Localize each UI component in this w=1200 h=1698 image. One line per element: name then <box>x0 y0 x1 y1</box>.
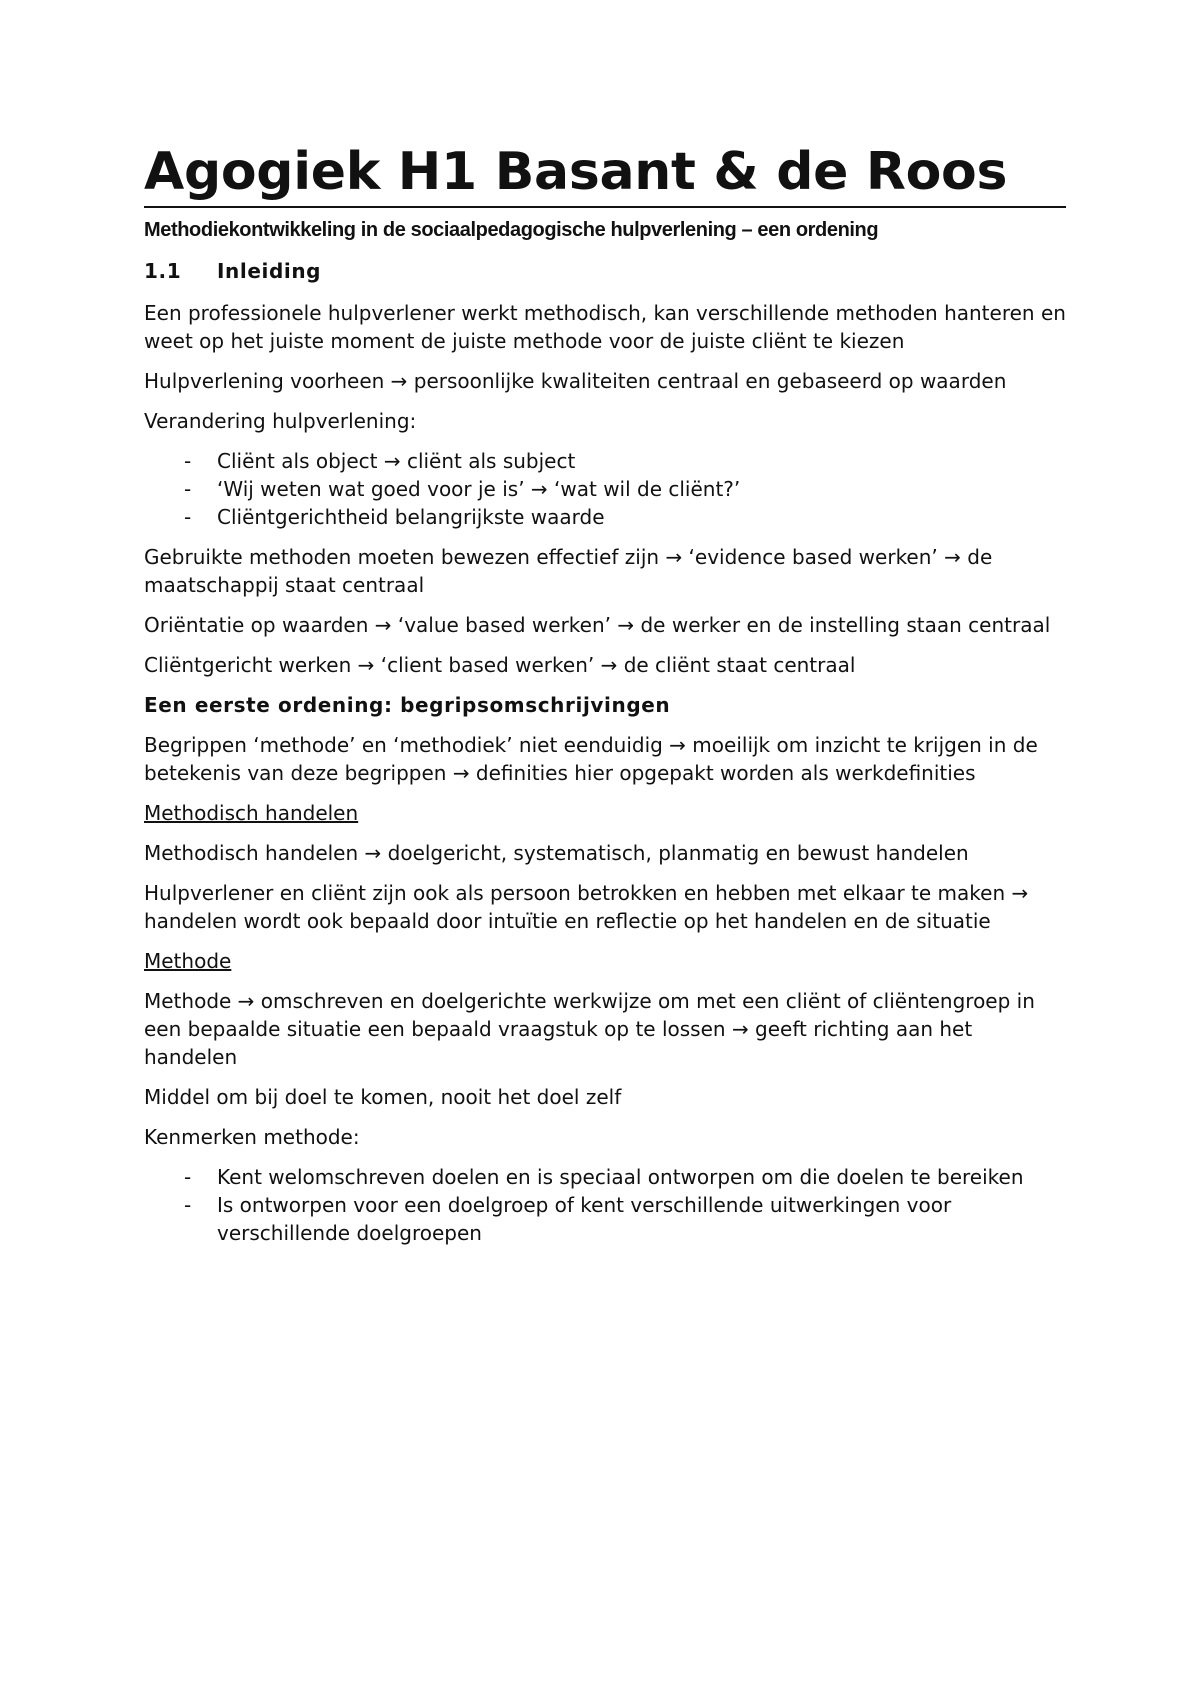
bullet-list <box>144 447 1066 531</box>
list-item: - Cliënt als object → cliënt als subject <box>144 447 1066 475</box>
bullet-list <box>144 1163 1066 1247</box>
paragraph: Gebruikte methoden moeten bewezen effectief zijn → ‘evidence based werken’ → de maatschappij staat centraal <box>144 545 993 597</box>
list-item: - Kent welomschreven doelen en is speciaal ontworpen om die doelen te bereiken <box>144 1163 1066 1191</box>
paragraph: Hulpverlening voorheen → persoonlijke kwaliteiten centraal en gebaseerd op waarden <box>144 369 1007 393</box>
section-heading <box>144 257 1066 285</box>
list-item: - ‘Wij weten wat goed voor je is’ → ‘wat wil de cliënt?’ <box>144 475 1066 503</box>
section-number: 1.1 <box>144 259 182 283</box>
document-body <box>144 140 1066 1247</box>
paragraph: Methodisch handelen → doelgericht, systematisch, planmatig en bewust handelen <box>144 841 969 865</box>
underlined-subheading: Methode <box>144 949 232 973</box>
underlined-subheading: Methodisch handelen <box>144 801 359 825</box>
paragraph: Verandering hulpverlening: <box>144 409 417 433</box>
subheading: Een eerste ordening: begripsomschrijvingen <box>144 693 671 717</box>
section-title: Inleiding <box>217 259 322 283</box>
paragraph: Cliëntgericht werken → ‘client based werken’ → de cliënt staat centraal <box>144 653 856 677</box>
paragraph: Middel om bij doel te komen, nooit het doel zelf <box>144 1085 622 1109</box>
document-subtitle: Methodiekontwikkeling in de sociaalpedagogische hulpverlening – een ordening <box>144 219 879 241</box>
list-item: - Cliëntgerichtheid belangrijkste waarde <box>144 503 1066 531</box>
list-item: - Is ontworpen voor een doelgroep of kent verschillende uitwerkingen voor verschillende doelgroepen <box>144 1191 1066 1247</box>
paragraph: Hulpverlener en cliënt zijn ook als persoon betrokken en hebben met elkaar te maken → handelen wordt ook bepaald door intuïtie en reflectie op het handelen en de situatie <box>144 881 1029 933</box>
paragraph: Begrippen ‘methode’ en ‘methodiek’ niet eenduidig → moeilijk om inzicht te krijgen in de betekenis van deze begrippen → definities hier opgepakt worden als werkdefinities <box>144 733 1038 785</box>
paragraph: Een professionele hulpverlener werkt methodisch, kan verschillende methoden hanteren en weet op het juiste moment de juiste methode voor de juiste cliënt te kiezen <box>144 301 1066 353</box>
document-title: Agogiek H1 Basant & de Roos <box>144 140 1066 208</box>
paragraph: Methode → omschreven en doelgerichte werkwijze om met een cliënt of cliëntengroep in een bepaalde situatie een bepaald vraagstuk op te lossen → geeft richting aan het handelen <box>144 989 1035 1069</box>
paragraph: Oriëntatie op waarden → ‘value based werken’ → de werker en de instelling staan centraal <box>144 613 1051 637</box>
paragraph: Kenmerken methode: <box>144 1125 360 1149</box>
